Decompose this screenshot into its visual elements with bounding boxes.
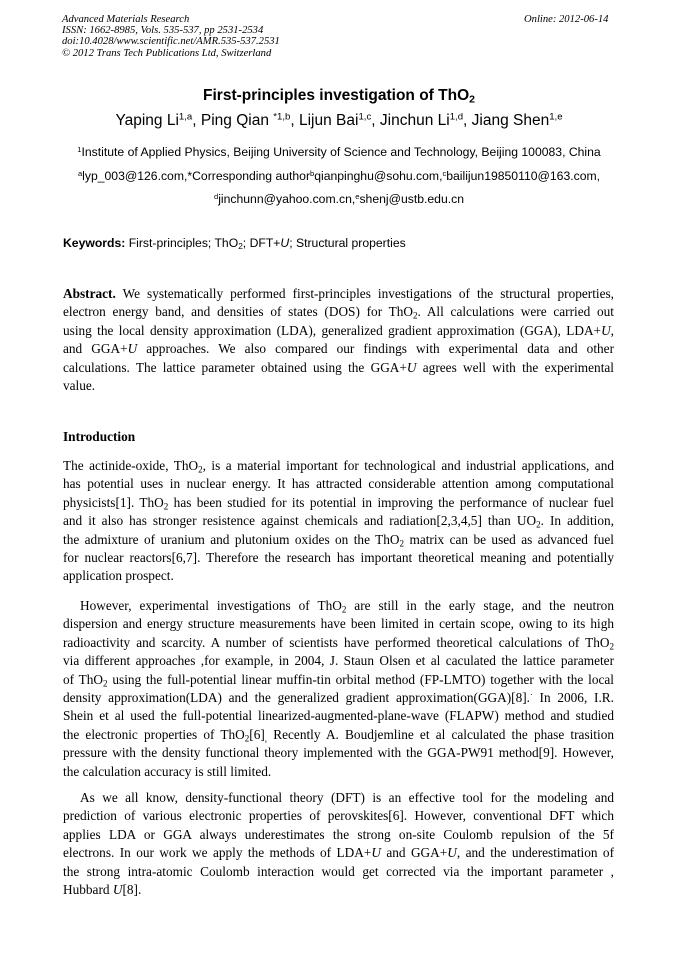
author: Ping Qian $^{*1,b}$,	[200, 111, 299, 129]
intro-paragraph-1: The actinide-oxide, ThO$_2$, is a material important for technological and industrial applications, and has potential uses in nuclear energy. It has attracted considerable attention among computational physicists[1]. ThO$_2$ has been studied for its potential in improving the performance of nuclear fuel and it also has stronger resistence against chemicals and radiation[2,3,4,5] than $UO_2$. In addition, the admixture of uranium and plutonium oxides on the ThO$_2$ matrix can be used as advanced fuel for nuclear reactors[6,7]. Therefore the research has important theoretical meaning and potentially application prospect.	[63, 458, 615, 584]
journal-name: Advanced Materials Research	[62, 14, 190, 25]
affiliation: $^1$Institute of Applied Physics, Beijing University of Science and Technology, Beijing 100083, China	[77, 144, 601, 159]
author: Yaping Li$^{1,a}$,	[115, 111, 201, 129]
email-link[interactable]: bailijun19850110@163.com,	[446, 169, 601, 183]
online-date: Online: 2012-06-14	[524, 14, 609, 25]
intro-paragraph-2: However, experimental investigations of ThO$_2$ are still in the early stage, and the neutron dispersion and energy structure measurements have been limited in certain scope, owing to its high radioactivity and scarcity. A number of scientists have performed theoretical calculations of ThO$_2$ via different approaches ,for example, in 2004, J. Staun Olsen et al caculated the lattice parameter of ThO$_2$ using the full-potential linear muffin-tin orbital method (FP-LMTO) together with the local density approximation(LDA) and the generalized gradient approximation(GGA)[8].· In 2006, I.R. Shein et al used the full-potential linearized-augmented-plane-wave (FLAPW) method and studied the electronic properties of $ThO_2[6]_,$ Recently A. Boudjemline et al calculated the phase trasition pressure with the density functional theory implemented with the GGA-PW91 method[9]. However, the calculation accuracy is still limited.	[63, 598, 614, 779]
author: Lijun Bai$^{1,c}$,	[298, 111, 380, 129]
section-heading-introduction: Introduction	[63, 429, 136, 444]
author: Jinchun Li$^{1,d}$,	[379, 111, 472, 129]
journal-header	[62, 14, 280, 59]
author-list	[0, 111, 678, 131]
copyright-line: © 2012 Trans Tech Publications Ltd, Switzerland	[62, 47, 272, 59]
paper-title: First-principles investigation of ThO$_2$	[203, 87, 475, 106]
abstract: Abstract. We systematically performed first-principles investigations of the structural properties, electron energy band, and densities of states (DOS) for ThO$_2$. All calculations were carried out using the local density approximation (LDA), generalized gradient approximation (GGA), LDA+U, and GGA+U approaches. We also compared our findings with experimental data and other calculations. The lattice parameter obtained using the GGA+U agrees well with the experimental value.	[63, 286, 614, 394]
email-line-2: $^d$jinchunn@yahoo.com.cn,$^e$shenj@ustb.edu.cn	[214, 191, 464, 206]
email-line-1: $^a$lyp_003@126.com,*Corresponding author$^b$qianpinghu@sohu.com,$^c$bailijun19850110@163.com,	[77, 168, 601, 183]
email-link[interactable]: qianpinghu@sohu.com,	[314, 169, 443, 183]
keywords-label: Keywords:	[63, 236, 126, 250]
issn-line: ISSN: 1662-8985, Vols. 535-537, pp 2531-2534	[62, 25, 264, 37]
intro-paragraph-3: As we all know, density-functional theory (DFT) is an effective tool for the modeling and prediction of various electronic properties of perovskites[6]. However, conventional DFT which applies LDA or GGA always underestimates the strong on-site Coulomb repulsion of the 5f electrons. In our work we apply the methods of LDA+U and GGA+U, and the underestimation of the strong intra-atomic Coulomb interaction would get corrected via the important parameter , Hubbard U[8].	[63, 790, 615, 898]
email-link[interactable]: lyp_003@126.com,	[82, 169, 188, 183]
doi-line: doi:10.4028/www.scientific.net/AMR.535-537.2531	[62, 36, 280, 48]
author: Jiang Shen$^{1,e}$	[471, 111, 563, 129]
keywords: Keywords: First-principles; ThO$_2$; DFT+U; Structural properties	[63, 236, 406, 252]
email-link[interactable]: jinchunn@yahoo.com.cn,	[218, 192, 356, 206]
email-link[interactable]: shenj@ustb.edu.cn	[359, 192, 464, 206]
abstract-label: Abstract.	[63, 286, 116, 301]
